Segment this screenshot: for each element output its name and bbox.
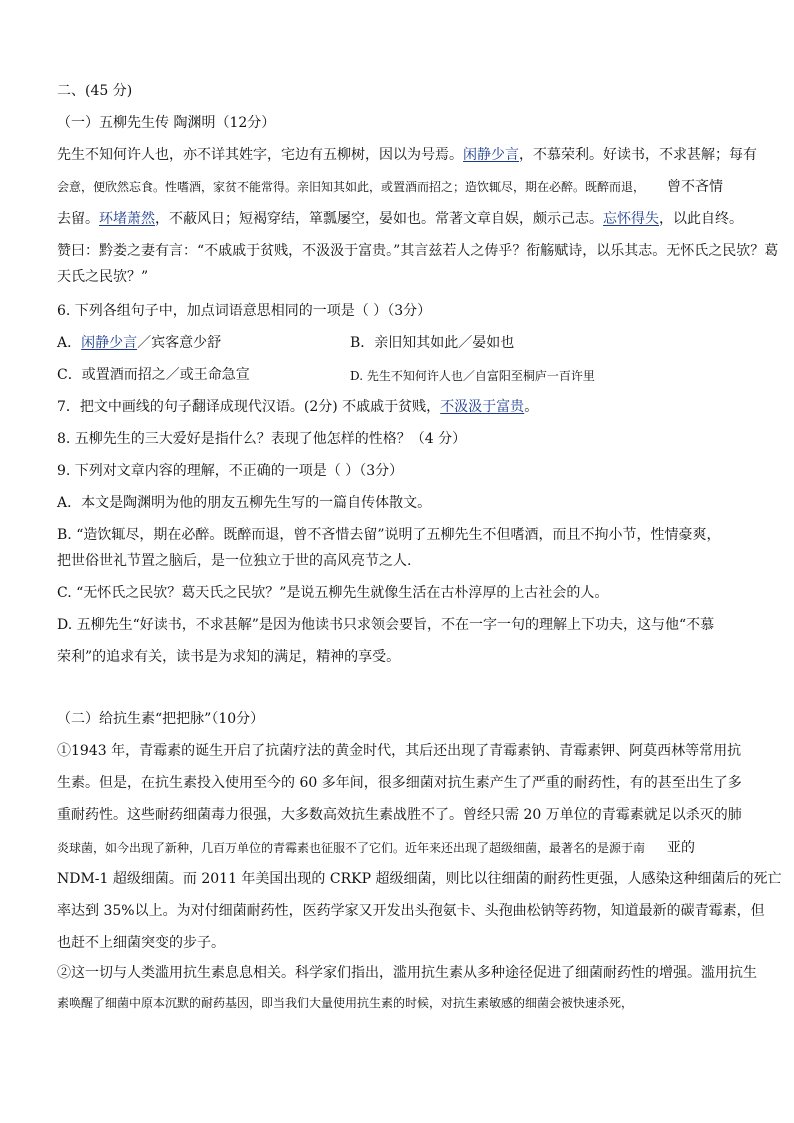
passage-text: 先生不知何许人也，亦不详其姓字，宅边有五柳树，因以为号焉。 [57,147,463,163]
option-c: C．或置酒而招之／或王命急宣 [57,367,250,383]
article-p1-line1: ①1943 年，青霉素的诞生开启了抗菌疗法的黄金时代，其后还出现了青霉素钠、青霉素钾、阿莫西林等常用抗 [57,743,742,759]
underlined-phrase: 忘怀得失 [603,211,659,227]
part1-title: （一）五柳先生传 陶渊明（12分） [57,115,276,131]
passage-line-1 [57,146,757,164]
section-heading: 二、(45 分) [57,83,133,99]
part2-title: （二）给抗生素“把把脉”（10分） [57,711,265,727]
underlined-phrase: 闲静少言 [81,335,138,351]
passage-line-4: 赞曰：黔娄之妻有言：“不戚戚于贫贱，不汲汲于富贵。”其言兹若人之俦乎？衔觞赋诗，以乐其志。无怀氏之民欤？葛 [57,243,779,259]
question-7: 7．把文中画线的句子翻译成现代汉语。(2分) 不戚戚于贫贱，不汲汲于富贵。 [57,399,539,415]
option-a: A．闲静少言／宾客意少舒 [57,335,222,351]
option-d: D. 先生不知何许人也／自富阳至桐庐一百许里 [350,369,595,383]
article-p1-line5: NDM-1 超级细菌。而 2011 年美国出现的 CRKP 超级细菌，则比以往细菌的耐药性更强，人感染这种细菌后的死亡 [57,871,782,887]
question-9-option-c: C. “无怀氏之民欤？葛天氏之民欤？”是说五柳先生就像生活在古朴淳厚的上古社会的人。 [57,585,609,601]
question-8: 8. 五柳先生的三大爱好是指什么？表现了他怎样的性格？（4 分） [57,431,467,447]
question-9-stem: 9. 下列对文章内容的理解，不正确的一项是（ ）（3分） [57,463,404,479]
passage-text: ，不蔽风日；短褐穿结，箪瓢屡空，晏如也。常著文章自娱，颇示己志。 [155,211,603,227]
article-p1-line2: 生素。但是，在抗生素投入使用至今的 60 多年间，很多细菌对抗生素产生了严重的耐药性，有的甚至出生了多 [57,775,742,791]
article-p1-line4: 炎球菌，如今出现了新种，几百万单位的青霉素也征服不了它们。近年来还出现了超级细菌，最著名的是源于南 亚的 [57,840,696,856]
article-p2-line2: 素唤醒了细菌中原本沉默的耐药基因，即当我们大量使用抗生素的时候，对抗生素敏感的细菌会被快速杀死， [57,996,634,1010]
question-6-options-ab [57,334,746,352]
option-b: B．亲旧知其如此／晏如也 [350,335,515,351]
question-9-option-b-line2: 把世俗世礼节置之脑后，是一位独立于世的高风亮节之人. [57,553,412,569]
article-p1-line7: 也赶不上细菌突变的步子。 [57,935,225,951]
passage-text: ，以此自终。 [659,211,743,227]
question-9-option-a: A．本文是陶渊明为他的朋友五柳先生写的一篇自传体散文。 [57,495,432,511]
passage-line-3 [57,210,746,228]
passage-text: 曾不吝情 [667,179,724,195]
article-p1-line6: 率达到 35%以上。为对付细菌耐药性，医药学家又开发出头孢氨卡、头孢曲松钠等药物，知道最新的碳青霉素，但 [57,903,765,919]
question-6-options-cd [57,366,746,384]
question-9-option-d-line2: 荣利”的追求有关，读书是为求知的满足，精神的享受。 [57,649,401,665]
underlined-phrase: 环堵萧然 [99,211,155,227]
underlined-phrase: 不汲汲于富贵 [440,399,525,415]
passage-line-5: 天氏之民欤？” [57,269,149,285]
passage-text: 去留。 [57,211,99,227]
passage-line-2 [57,178,746,196]
passage-text: ，不慕荣利。好读书，不求甚解；每有 [519,147,757,163]
underlined-phrase: 闲静少言 [463,147,519,163]
question-9-option-d-line1: D. 五柳先生“好读书，不求甚解”是因为他读书只求领会要旨，不在一字一句的理解上下功夫，这与他“不慕 [57,617,715,633]
passage-text: 会意，便欣然忘食。性嗜酒，家贫不能常得。亲旧知其如此，或置酒而招之；造饮辄尽，期在必醉。既醉而退， [57,180,646,194]
article-p2-line1: ②这一切与人类滥用抗生素息息相关。科学家们指出，滥用抗生素从多种途径促进了细菌耐药性的增强。滥用抗生 [57,965,757,981]
question-9-option-b-line1: B. “造饮辄尽，期在必醉。既醉而退，曾不吝惜去留”说明了五柳先生不但嗜酒，而且不拘小节，性情豪爽， [57,527,721,543]
article-p1-line3: 重耐药性。这些耐药细菌毒力很强，大多数高效抗生素战胜不了。曾经只需 20 万单位的青霉素就足以杀灭的肺 [57,807,742,823]
question-6-stem: 6. 下列各组句子中，加点词语意思相同的一项是（ ）（3分） [57,303,432,319]
